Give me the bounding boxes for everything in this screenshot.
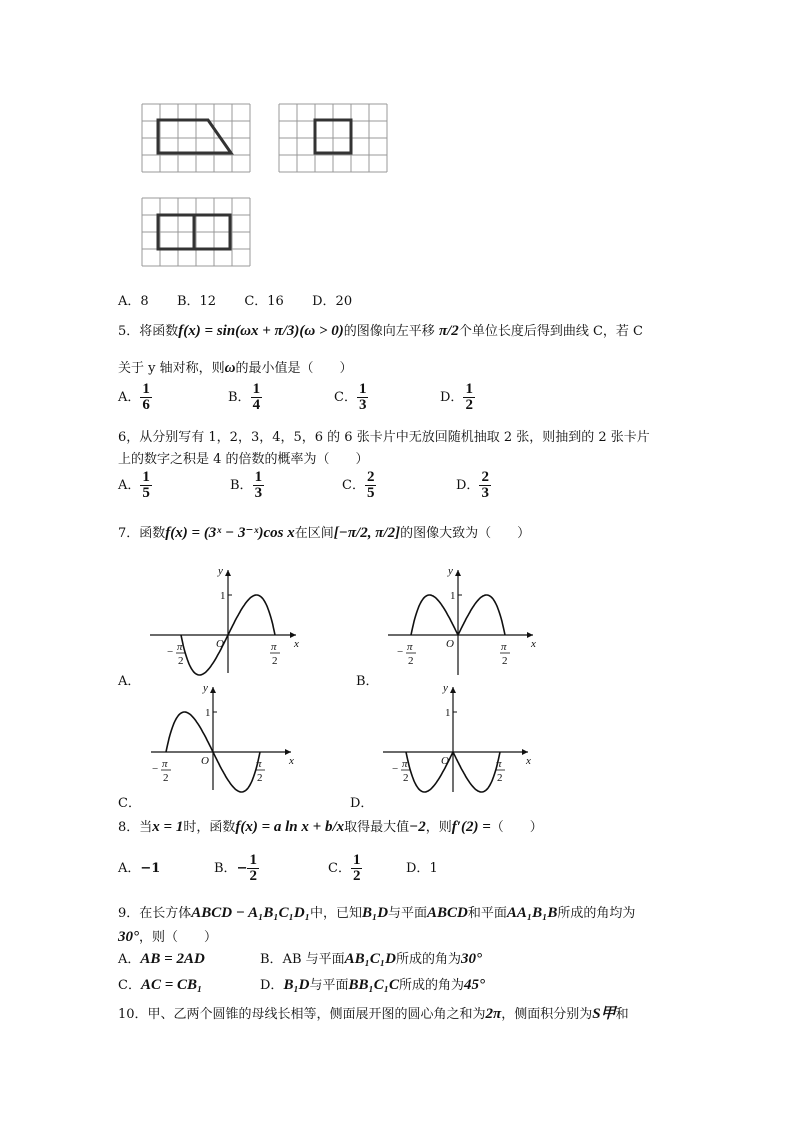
y-arrow [225,570,231,576]
label-y: y [443,682,448,694]
label-origin: O [441,755,449,767]
label-pos-pi: π [271,641,277,653]
label-pos-pi: π [496,758,502,770]
label-neg-pi: π [402,758,408,770]
q9-stem-line2: 30°，则（ ） [118,929,218,945]
label-x: x [531,638,536,650]
label-origin: O [446,638,454,650]
label-y: y [218,565,223,577]
label-origin: O [201,755,209,767]
label-neg-two: 2 [163,772,169,784]
label-x: x [526,755,531,767]
q9-options-cd: C．AC = CB₁ D．B₁D与平面BB₁C₁C所成的角为45° [118,977,486,993]
three-view-diagram [140,100,395,280]
y-arrow [210,687,216,693]
label-origin: O [216,638,224,650]
label-minus: − [397,646,404,658]
q7-label-a: A． [118,674,141,689]
q9-options-ab: A．AB = 2AD B．AB 与平面AB₁C₁D所成的角为30° [118,951,482,967]
q4-option-c: C．16 [244,294,284,309]
graph-c [151,682,294,792]
label-pos-pi: π [501,641,507,653]
graph-b [388,565,536,675]
label-pos-pi: π [256,758,262,770]
q7-label-b: B． [356,674,379,689]
graph-a [150,565,299,675]
q7-function: f(x) = (3ˣ − 3⁻ˣ)cos x [165,525,295,541]
label-one: 1 [220,590,226,602]
q10-stem: 10．甲、乙两个圆锥的母线长相等，侧面展开图的圆心角之和为2π，侧面积分别为S甲和 [118,1006,629,1022]
q4-option-b: B．12 [176,294,217,309]
label-y: y [203,682,208,694]
q9-stem: 9．在长方体ABCD − A₁B₁C₁D₁中，已知B₁D与平面ABCD和平面AA₁B₁B所成的角均为 [118,905,636,921]
label-pos-two: 2 [502,655,508,667]
label-neg-two: 2 [178,655,184,667]
q5-stem-line2: 关于 y 轴对称，则ω的最小值是（ ） [118,360,353,376]
q6-stem-line2: 上的数字之积是 4 的倍数的概率为（ ） [118,452,369,467]
graph-d [383,682,531,792]
q7-graphs [118,565,558,805]
q5-shift: π/2 [438,323,459,339]
label-one: 1 [205,707,211,719]
label-y: y [448,565,453,577]
q7-stem: 7．函数f(x) = (3ˣ − 3⁻ˣ)cos x在区间[−π/2, π/2]的图像大致为（ ） [118,525,531,541]
label-neg-pi: π [177,641,183,653]
label-minus: − [167,646,174,658]
q5-options: A． $\frac{1}{6}$ B． $\frac{1}{4}$ C． $\frac{1}{3}$ D． $\frac{1}{2}$ [118,381,473,413]
side-view-grid [279,104,387,172]
q6-options: A． $\frac{1}{5}$ B． $\frac{1}{3}$ C． $\frac{2}{5}$ D． $\frac{2}{3}$ [118,469,489,501]
label-one: 1 [450,590,456,602]
q8-function: f(x) = a ln x + b/x [235,819,345,835]
front-view-trapezoid [158,120,231,153]
label-neg-two: 2 [403,772,409,784]
q5-function: f(x) = sin(ωx + π/3)(ω > 0) [178,323,344,339]
q6-stem-line1: 6，从分别写有 1，2，3，4，5，6 的 6 张卡片中无放回随机抽取 2 张，则抽到的 2 张卡片 [118,430,650,445]
q4-options [118,290,352,309]
label-x: x [289,755,294,767]
q7-interval: [−π/2, π/2] [333,525,401,541]
q8-stem: 8．当x = 1时，函数f(x) = a ln x + b/x取得最大值−2，则f′(2) =（ ） [118,819,543,835]
label-minus: − [392,763,399,775]
label-neg-pi: π [407,641,413,653]
y-arrow [455,570,461,576]
label-pos-two: 2 [257,772,263,784]
label-pos-two: 2 [497,772,503,784]
label-one: 1 [445,707,451,719]
q5-stem: 5．将函数f(x) = sin(ωx + π/3)(ω > 0)的图像向左平移 π/2个单位长度后得到曲线 C，若 C [118,323,643,339]
label-x: x [294,638,299,650]
q7-label-d: D． [350,796,374,811]
label-minus: − [152,763,159,775]
label-neg-two: 2 [408,655,414,667]
label-neg-pi: π [162,758,168,770]
y-arrow [450,687,456,693]
label-pos-two: 2 [272,655,278,667]
q7-label-c: C． [118,796,141,811]
q4-option-a: A．8 [118,294,149,309]
q4-option-d: D．20 [312,294,353,309]
q8-options: A．−1 B．− $\frac{1}{2}$ C． $\frac{1}{2}$ D．1 [118,852,438,884]
